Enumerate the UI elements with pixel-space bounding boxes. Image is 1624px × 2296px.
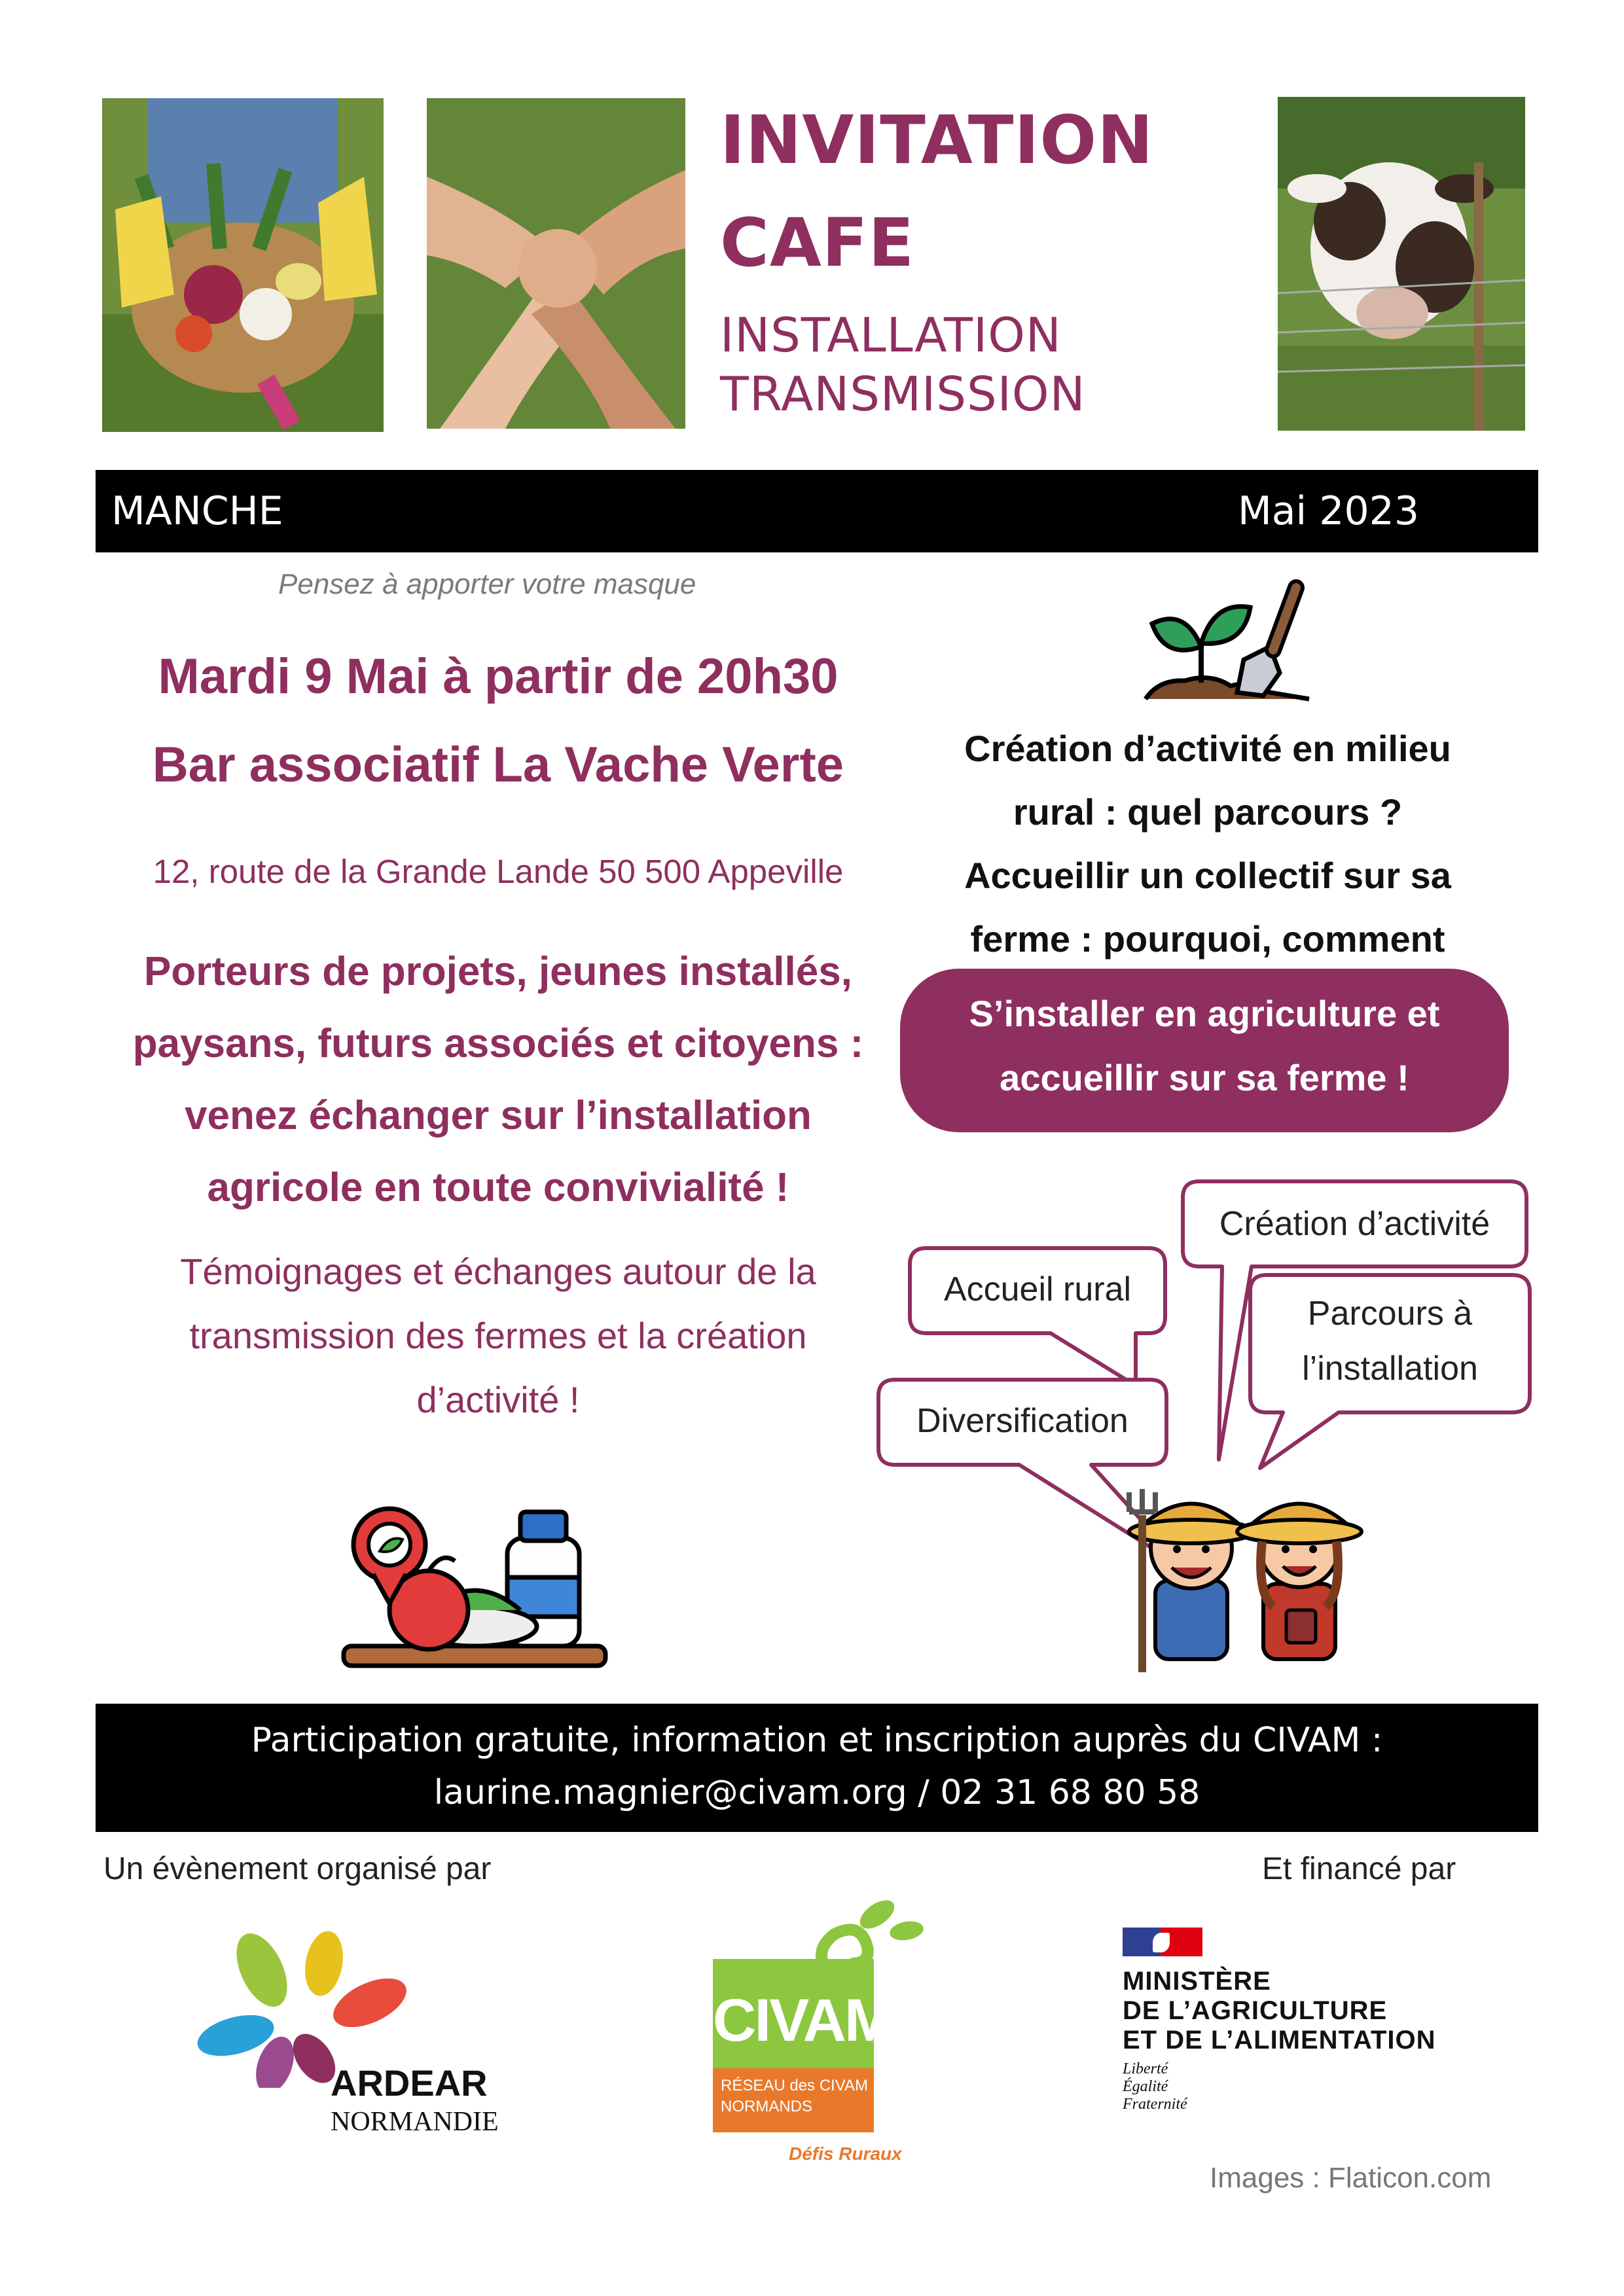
financed-by-label: Et financé par xyxy=(1262,1852,1456,1886)
cow-photo xyxy=(1278,97,1525,431)
title-invitation: INVITATION xyxy=(720,101,1154,179)
subtitle-transmission: TRANSMISSION xyxy=(720,367,1086,422)
audience-line-3: venez échanger sur l’installation xyxy=(185,1093,812,1138)
ministry-logo xyxy=(1123,1928,1489,2124)
header-band xyxy=(96,470,1538,552)
ardear-region: NORMANDIE xyxy=(331,2107,499,2137)
civam-network: RÉSEAU des CIVAM xyxy=(721,2077,868,2094)
contact-band xyxy=(96,1704,1538,1832)
bubble-parcours-label xyxy=(1250,1286,1530,1396)
civam-tagline: Défis Ruraux xyxy=(789,2144,902,2164)
organized-by-label: Un évènement organisé par xyxy=(103,1852,492,1886)
highlight-line-2: accueillir sur sa ferme ! xyxy=(1000,1057,1409,1098)
details-line-2: transmission des fermes et la création xyxy=(189,1315,807,1356)
seedling-trowel-icon xyxy=(1139,562,1316,712)
details-line-1: Témoignages et échanges autour de la xyxy=(180,1251,816,1292)
band-location: MANCHE xyxy=(111,488,283,534)
french-flag-icon xyxy=(1123,1928,1202,1956)
motto-fraternite: Fraternité xyxy=(1123,2096,1187,2113)
bubble-parcours-line-2: l’installation xyxy=(1302,1350,1478,1388)
bubble-creation-label: Création d’activité xyxy=(1219,1205,1490,1243)
topics-line-1: Création d’activité en milieu xyxy=(964,728,1451,769)
details-text xyxy=(96,1240,901,1432)
bubble-parcours-line-1: Parcours à xyxy=(1307,1295,1473,1333)
civam-logo xyxy=(710,1895,926,2196)
ministry-line-1: MINISTÈRE xyxy=(1123,1967,1271,1996)
title-cafe: CAFE xyxy=(720,204,915,282)
ministry-line-2: DE L’AGRICULTURE xyxy=(1123,1996,1388,2025)
contact-line-1: Participation gratuite, information et inscription auprès du CIVAM : xyxy=(251,1721,1383,1760)
highlight-text xyxy=(900,982,1509,1110)
event-datetime: Mardi 9 Mai à partir de 20h30 xyxy=(158,649,839,704)
image-credits: Images : Flaticon.com xyxy=(1210,2162,1492,2194)
motto-liberte: Liberté xyxy=(1123,2060,1168,2077)
highlight-line-1: S’installer en agriculture et xyxy=(969,993,1440,1034)
topics-line-4: ferme : pourquoi, comment xyxy=(970,918,1445,960)
details-line-3: d’activité ! xyxy=(416,1379,580,1420)
bubble-diversification-label: Diversification xyxy=(916,1402,1128,1440)
civam-region: NORMANDS xyxy=(721,2098,813,2115)
ardear-logo xyxy=(196,1931,524,2153)
civam-name: CIVAM xyxy=(713,1987,893,2054)
bubble-accueil xyxy=(907,1245,1168,1389)
subtitle-installation: INSTALLATION xyxy=(720,308,1062,363)
joined-hands-photo xyxy=(427,98,685,429)
contact-line-2: laurine.magnier@civam.org / 02 31 68 80 58 xyxy=(433,1773,1200,1812)
food-icon xyxy=(331,1499,612,1669)
bubble-accueil-label: Accueil rural xyxy=(943,1270,1132,1308)
topics-line-2: rural : quel parcours ? xyxy=(1013,791,1403,833)
event-address: 12, route de la Grande Lande 50 500 Appeville xyxy=(153,853,844,890)
ardear-name: ARDEAR xyxy=(331,2062,488,2104)
ministry-line-3: ET DE L’ALIMENTATION xyxy=(1123,2026,1436,2054)
bubble-parcours xyxy=(1247,1272,1533,1481)
audience-line-1: Porteurs de projets, jeunes installés, xyxy=(144,949,852,994)
topics-text xyxy=(903,717,1512,971)
topics-line-3: Accueillir un collectif sur sa xyxy=(964,855,1451,896)
audience-text xyxy=(96,936,901,1224)
audience-line-2: paysans, futurs associés et citoyens : xyxy=(132,1021,864,1066)
audience-line-4: agricole en toute convivialité ! xyxy=(207,1165,789,1210)
vegetable-basket-photo xyxy=(102,98,384,432)
event-venue: Bar associatif La Vache Verte xyxy=(152,737,844,793)
mask-notice: Pensez à apporter votre masque xyxy=(278,568,696,600)
motto-egalite: Égalité xyxy=(1123,2078,1168,2095)
band-date: Mai 2023 xyxy=(1238,488,1419,534)
farmers-illustration xyxy=(1106,1463,1381,1679)
